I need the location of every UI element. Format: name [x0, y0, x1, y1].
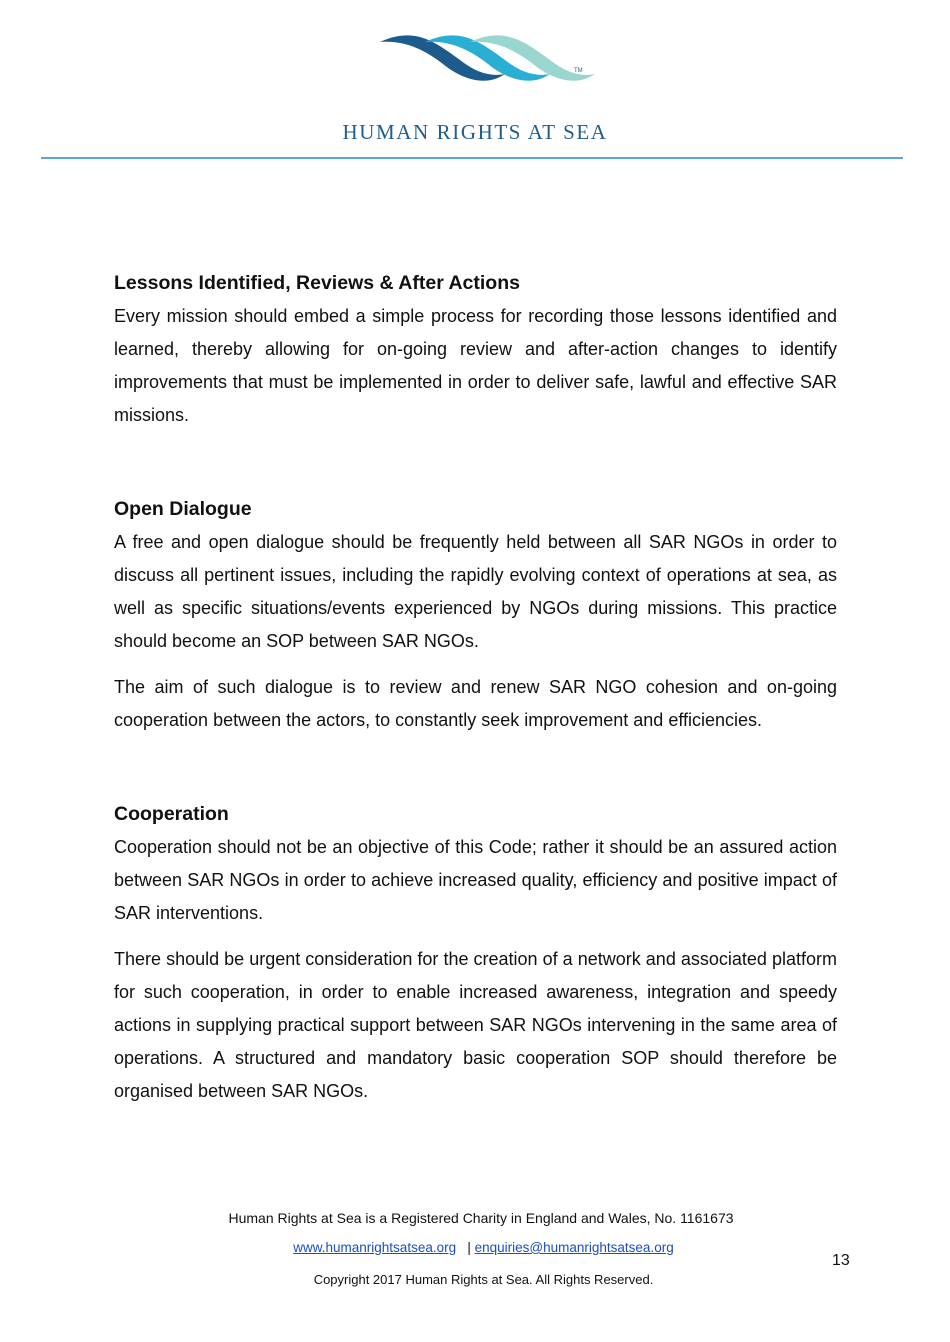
section-heading: Cooperation [114, 803, 229, 825]
copyright: Copyright 2017 Human Rights at Sea. All Rights Reserved. [313, 1272, 654, 1287]
page-number: 13 [832, 1252, 850, 1269]
organization-logo [325, 30, 625, 144]
charity-registration: Human Rights at Sea is a Registered Charity in England and Wales, No. 1161673 [228, 1210, 734, 1226]
paragraph: Every mission should embed a simple process for recording those lessons identified and learned, thereby allowing for on-going review and after-action changes to identify improvements that must be implemented in order to deliver safe, lawful and effective SAR missions. [114, 306, 837, 425]
email-link[interactable]: enquiries@humanrightsatsea.org [474, 1240, 674, 1255]
paragraph: Cooperation should not be an objective of this Code; rather it should be an assured action between SAR NGOs in order to achieve increased quality, efficiency and positive impact of SAR interventions. [114, 837, 837, 923]
footer-links [0, 1240, 950, 1255]
waves-logo-icon [325, 30, 625, 120]
logo-text: HUMAN RIGHTS AT SEA [342, 120, 608, 144]
section-open-dialogue [114, 492, 837, 737]
section-cooperation [114, 797, 837, 1108]
website-link[interactable]: www.humanrightsatsea.org [293, 1240, 457, 1255]
paragraph: The aim of such dialogue is to review and renew SAR NGO cohesion and on-going cooperation between the actors, to constantly seek improvement and efficiencies. [114, 677, 837, 730]
section-heading: Open Dialogue [114, 498, 252, 520]
paragraph: There should be urgent consideration for the creation of a network and associated platform for such cooperation, in order to enable increased awareness, integration and speedy actions in supplying practical support between SAR NGOs intervening in the same area of operations. A structured and mandatory basic cooperation SOP should therefore be organised between SAR NGOs. [114, 949, 837, 1101]
trademark-mark: TM [574, 68, 583, 74]
link-separator: | [459, 1240, 475, 1255]
paragraph: A free and open dialogue should be frequently held between all SAR NGOs in order to discuss all pertinent issues, including the rapidly evolving context of operations at sea, as well as specific situations/events experienced by NGOs during missions. This practice should become an SOP between SAR NGOs. [114, 532, 837, 651]
section-lessons [114, 266, 837, 432]
section-heading: Lessons Identified, Reviews & After Actions [114, 272, 520, 294]
header-divider [41, 157, 903, 159]
